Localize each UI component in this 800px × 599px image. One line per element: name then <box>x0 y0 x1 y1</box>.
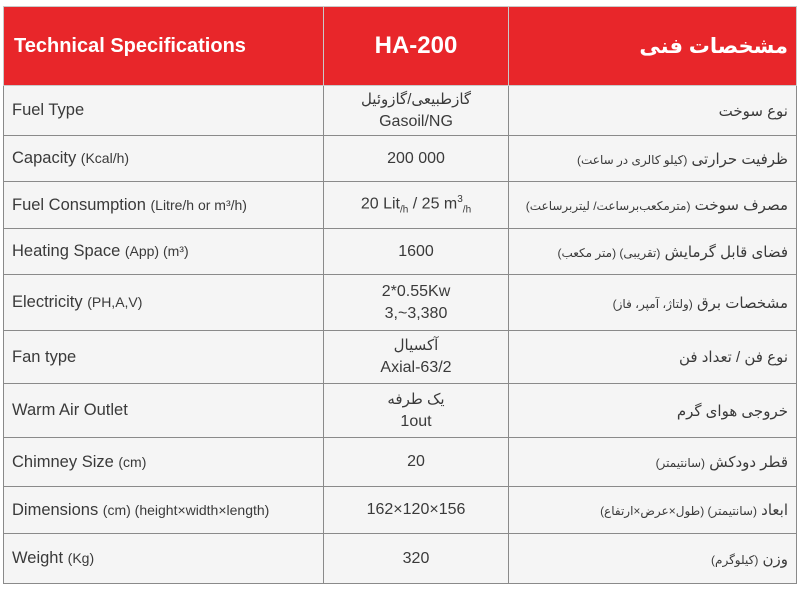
label-fa: ظرفیت حرارتی (کیلو کالری در ساعت) <box>509 136 797 182</box>
table-header-row <box>4 7 797 86</box>
specifications-table <box>3 6 797 584</box>
label-fa: نوع فن / تعداد فن <box>509 331 797 384</box>
label-en: Chimney Size (cm) <box>4 438 324 487</box>
label-fa: قطر دودکش (سانتیمتر) <box>509 438 797 487</box>
value: 20 <box>324 438 509 487</box>
value: 2*0.55Kw 3,~3,380 <box>324 275 509 331</box>
label-en: Fuel Consumption (Litre/h or m³/h) <box>4 182 324 229</box>
value: 200 000 <box>324 136 509 182</box>
row-electricity <box>4 275 797 331</box>
row-dimensions <box>4 487 797 534</box>
value: یک طرفه 1out <box>324 384 509 438</box>
label-fa: نوع سوخت <box>509 86 797 136</box>
value: 162×120×156 <box>324 487 509 534</box>
label-fa: وزن (کیلوگرم) <box>509 534 797 584</box>
row-fuel-type <box>4 86 797 136</box>
row-heating-space <box>4 229 797 275</box>
label-fa: خروجی هوای گرم <box>509 384 797 438</box>
value: آکسیال Axial-63/2 <box>324 331 509 384</box>
label-en: Heating Space (App) (m³) <box>4 229 324 275</box>
value: 320 <box>324 534 509 584</box>
label-en: Fuel Type <box>4 86 324 136</box>
header-title-fa: مشخصات فنی <box>509 7 797 86</box>
label-en: Dimensions (cm) (height×width×length) <box>4 487 324 534</box>
label-en: Fan type <box>4 331 324 384</box>
label-en: Capacity (Kcal/h) <box>4 136 324 182</box>
row-capacity <box>4 136 797 182</box>
value: 20 Lit$_{/h}$ / 25 $m^3_{/h}$ <box>324 182 509 229</box>
row-fan-type <box>4 331 797 384</box>
row-fuel-consumption <box>4 182 797 229</box>
label-en: Weight (Kg) <box>4 534 324 584</box>
label-fa: مصرف سوخت (مترمکعب‌برساعت/ لیتربرساعت) <box>509 182 797 229</box>
row-warm-air-outlet <box>4 384 797 438</box>
row-chimney-size <box>4 438 797 487</box>
value: 1600 <box>324 229 509 275</box>
header-model: HA-200 <box>324 7 509 86</box>
label-fa: ابعاد (سانتیمتر) (طول×عرض×ارتفاع) <box>509 487 797 534</box>
row-weight <box>4 534 797 584</box>
label-en: Warm Air Outlet <box>4 384 324 438</box>
label-fa: مشخصات برق (ولتاژ، آمپر، فاز) <box>509 275 797 331</box>
label-en: Electricity (PH,A,V) <box>4 275 324 331</box>
header-title-en: Technical Specifications <box>4 7 324 86</box>
value: گازطبیعی/گازوئیل Gasoil/NG <box>324 86 509 136</box>
label-fa: فضای قابل گرمایش (تقریبی) (متر مکعب) <box>509 229 797 275</box>
